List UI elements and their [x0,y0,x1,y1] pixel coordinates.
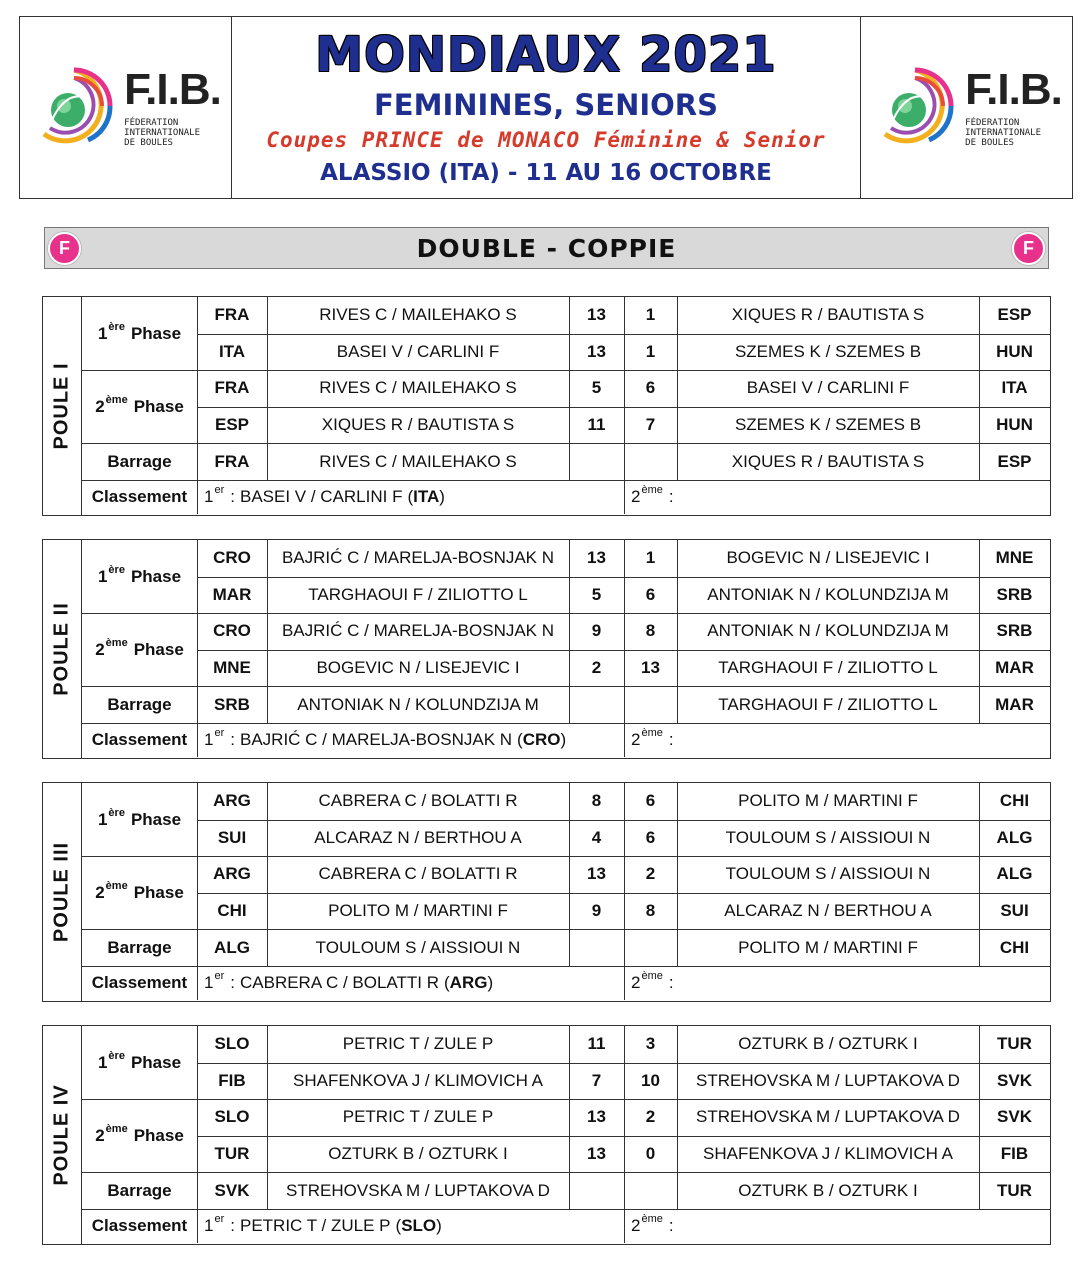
score-left [569,686,624,723]
team-right: ALCARAZ N / BERTHOU A [724,901,932,921]
score-left: 9 [591,621,602,641]
team-left: RIVES C / MAILEHAKO S [319,378,517,398]
score-right: 2 [645,1107,656,1127]
score-left: 13 [587,305,606,325]
fib-logo-line2: INTERNATIONALE [965,127,1042,138]
fib-logo-right [860,17,1072,198]
grid-line [197,1026,198,1243]
second-place-superscript: ème [641,484,663,496]
grid-line [267,1026,268,1209]
phase-word: Phase [130,1052,182,1072]
first-place-number: 1 [204,973,214,992]
event-location-dates: ALASSIO (ITA) - 11 AU 16 OCTOBRE [320,160,772,186]
phase-word: Phase [130,809,182,829]
team-left: STREHOVSKA M / LUPTAKOVA D [286,1180,550,1200]
score-left: 11 [587,415,606,435]
team-right: TOULOUM S / AISSIOUI N [725,864,931,884]
fib-emblem-icon [30,60,118,156]
grid-line [82,1172,1050,1173]
score-right: 7 [645,415,656,435]
grid-line [82,723,1050,724]
classement-first [197,966,624,1000]
team-right: SZEMES K / SZEMES B [734,415,922,435]
score-right: 8 [645,621,656,641]
country-code-left: ITA [218,341,246,361]
phase-word: Phase [130,323,182,343]
grid-line [267,297,268,480]
country-code-left: FIB [218,1070,246,1090]
grid-line [267,540,268,723]
pool-label [43,783,82,1001]
page-subtitle: FEMININES, SENIORS [373,88,719,122]
score-left: 4 [591,827,602,847]
first-place-country-code: SLO [401,1216,437,1235]
grid-line [569,783,570,966]
first-place-country: (CRO) [517,730,567,749]
pool-name: POULE III [50,841,73,943]
pool-label [43,297,82,515]
phase-1-label [82,1026,197,1099]
score-left [569,929,624,966]
grid-line [677,1026,678,1209]
grid-line [82,929,1050,930]
country-code-right: FIB [1000,1144,1029,1164]
score-left: 13 [587,864,606,884]
phase-1-label [82,783,197,856]
first-place-number: 1 [204,487,214,506]
phase-2-superscript: ème [105,879,128,892]
score-right: 0 [645,1144,656,1164]
first-place-team: BASEI V / CARLINI F [239,487,403,506]
grid-line [979,1026,980,1209]
phase-2-label [82,856,197,929]
first-place-team: BAJRIĆ C / MARELJA-BOSNJAK N [239,730,513,749]
phase-1-superscript: ère [108,806,125,819]
team-left: BASEI V / CARLINI F [336,341,500,361]
score-left: 13 [587,1107,606,1127]
second-place-superscript: ème [641,1213,663,1225]
pool-name: POULE IV [50,1084,73,1186]
grid-line [82,613,1050,614]
classement-second [624,480,1050,514]
country-code-left: CRO [213,621,251,641]
first-place-colon: : [230,973,235,992]
first-place-team: CABRERA C / BOLATTI R [239,973,439,992]
phase-word: Phase [130,566,182,586]
grid-line [82,856,1050,857]
score-right: 1 [645,305,656,325]
grid-line [82,370,1050,371]
second-place-colon: : [668,487,674,506]
pool-table [42,1025,1051,1245]
first-place-number: 1 [204,730,214,749]
country-code-left: SRB [214,694,250,714]
team-right: STREHOVSKA M / LUPTAKOVA D [696,1070,960,1090]
score-left [569,443,624,480]
grid-line [82,1099,1050,1100]
team-left: TARGHAOUI F / ZILIOTTO L [308,584,528,604]
page-header [19,16,1073,199]
first-place-superscript: er [214,727,225,739]
team-right: OZTURK B / OZTURK I [738,1034,918,1054]
phase-2-superscript: ème [105,636,128,649]
country-code-left: TUR [214,1144,250,1164]
country-code-right: SRB [996,584,1033,604]
team-right: XIQUES R / BAUTISTA S [731,305,925,325]
phase-2-number: 2 [95,1125,105,1145]
team-left: RIVES C / MAILEHAKO S [319,451,517,471]
country-code-right: SVK [997,1107,1032,1127]
country-code-left: ARG [213,791,251,811]
classement-first [197,1209,624,1243]
country-code-left: SLO [214,1107,250,1127]
score-right: 1 [645,548,656,568]
grid-line [624,783,625,1000]
score-left: 5 [591,584,602,604]
team-left: XIQUES R / BAUTISTA S [321,415,515,435]
second-place-colon: : [668,730,674,749]
score-right: 3 [645,1034,656,1054]
team-left: TOULOUM S / AISSIOUI N [315,937,521,957]
country-code-left: FRA [214,305,250,325]
event-title: DOUBLE - COPPIE [416,233,677,263]
first-place-superscript: er [214,1213,225,1225]
team-left: PETRIC T / ZULE P [342,1034,494,1054]
phase-2-number: 2 [95,396,105,416]
first-place-country: (ARG) [444,973,494,992]
second-place-superscript: ème [641,970,663,982]
team-left: BAJRIĆ C / MARELJA-BOSNJAK N [281,548,555,568]
score-right: 6 [645,791,656,811]
score-right [624,686,677,723]
team-right: XIQUES R / BAUTISTA S [731,451,925,471]
country-code-left: CRO [213,548,251,568]
grid-line [677,297,678,480]
score-left: 8 [591,791,602,811]
fib-emblem-icon [871,60,959,156]
team-left: CABRERA C / BOLATTI R [318,864,518,884]
grid-line [624,297,625,514]
phase-2-label [82,370,197,443]
score-left [569,1172,624,1209]
country-code-right: SUI [1000,901,1029,921]
team-left: OZTURK B / OZTURK I [328,1144,508,1164]
grid-line [82,480,1050,481]
score-right: 10 [641,1070,660,1090]
pool-label [43,540,82,758]
team-right: ANTONIAK N / KOLUNDZIJA M [707,584,949,604]
score-right: 1 [645,341,656,361]
grid-line [569,1026,570,1209]
classement-second [624,966,1050,1000]
phase-2-superscript: ème [105,393,128,406]
first-place-country-code: CRO [522,730,561,749]
grid-line [82,443,1050,444]
country-code-right: MAR [995,658,1034,678]
fib-logo-line2: INTERNATIONALE [124,127,201,138]
country-code-right: ESP [997,451,1032,471]
first-place-country-code: ITA [413,487,440,506]
second-place-number: 2 [631,487,641,506]
team-right: TOULOUM S / AISSIOUI N [725,827,931,847]
event-bar [44,227,1049,269]
second-place-colon: : [668,973,674,992]
first-place-country-code: ARG [449,973,488,992]
pool-table [42,296,1051,516]
phase-2-number: 2 [95,639,105,659]
phase-2-label [82,1099,197,1172]
classement-label: Classement [91,730,188,749]
first-place-superscript: er [214,970,225,982]
classement-second [624,1209,1050,1243]
team-right: SZEMES K / SZEMES B [734,341,922,361]
country-code-right: CHI [999,937,1030,957]
grid-line [677,783,678,966]
barrage-label: Barrage [107,694,172,714]
grid-line [82,686,1050,687]
score-right: 6 [645,378,656,398]
team-right: POLITO M / MARTINI F [738,791,918,811]
female-badge-icon: F [1012,232,1045,265]
score-right: 13 [641,658,660,678]
grid-line [197,297,198,514]
grid-line [569,297,570,480]
team-right: OZTURK B / OZTURK I [738,1180,918,1200]
phase-word: Phase [133,1125,184,1145]
fib-logo-line1: FÉDERATION [124,117,179,128]
first-place-number: 1 [204,1216,214,1235]
phase-1-superscript: ère [108,563,125,576]
cup-name: Coupes PRINCE de MONACO Féminine & Senior [266,128,826,152]
team-right: STREHOVSKA M / LUPTAKOVA D [696,1107,960,1127]
phase-2-label [82,613,197,686]
second-place-number: 2 [631,730,641,749]
score-right [624,1172,677,1209]
fib-logo-line3: DE BOULES [965,137,1014,148]
grid-line [979,540,980,723]
score-right: 6 [645,827,656,847]
country-code-left: MNE [213,658,251,678]
country-code-right: CHI [999,791,1030,811]
phase-1-superscript: ère [108,1049,125,1062]
phase-1-number: 1 [97,566,108,586]
barrage-label: Barrage [107,937,172,957]
first-place-country: (ITA) [407,487,445,506]
score-right: 6 [645,584,656,604]
first-place-superscript: er [214,484,225,496]
country-code-right: ALG [996,864,1033,884]
pool-table [42,782,1051,1002]
pool-table [42,539,1051,759]
fib-logo-name: F.I.B. [124,64,221,114]
team-left: BOGEVIC N / LISEJEVIC I [316,658,520,678]
classement-label: Classement [91,487,188,506]
title-block [232,17,860,198]
score-right: 2 [645,864,656,884]
barrage-label: Barrage [107,1180,172,1200]
country-code-left: ESP [214,415,250,435]
country-code-right: SRB [996,621,1033,641]
first-place-colon: : [230,487,235,506]
grid-line [82,966,1050,967]
country-code-left: ARG [213,864,251,884]
team-right: POLITO M / MARTINI F [738,937,918,957]
score-right: 8 [645,901,656,921]
team-right: BOGEVIC N / LISEJEVIC I [726,548,930,568]
country-code-right: MAR [995,694,1034,714]
country-code-right: MNE [995,548,1034,568]
score-left: 13 [587,1144,606,1164]
country-code-right: SVK [997,1070,1032,1090]
team-right: TARGHAOUI F / ZILIOTTO L [718,658,938,678]
score-left: 11 [587,1034,606,1054]
first-place-colon: : [230,730,235,749]
pool-name: POULE II [50,602,73,696]
phase-word: Phase [133,639,184,659]
grid-line [979,783,980,966]
team-right: TARGHAOUI F / ZILIOTTO L [718,694,938,714]
country-code-left: MAR [212,584,252,604]
team-left: POLITO M / MARTINI F [328,901,508,921]
first-place-team: PETRIC T / ZULE P [239,1216,391,1235]
team-left: RIVES C / MAILEHAKO S [319,305,517,325]
country-code-left: SLO [214,1034,250,1054]
country-code-left: ALG [214,937,250,957]
score-right [624,443,677,480]
grid-line [624,1026,625,1243]
team-right: BASEI V / CARLINI F [746,378,910,398]
team-right: SHAFENKOVA J / KLIMOVICH A [702,1144,954,1164]
grid-line [624,540,625,757]
team-left: BAJRIĆ C / MARELJA-BOSNJAK N [281,621,555,641]
country-code-right: ESP [997,305,1032,325]
country-code-right: ITA [1001,378,1028,398]
female-badge-icon: F [48,232,81,265]
team-left: ANTONIAK N / KOLUNDZIJA M [297,694,539,714]
grid-line [82,1209,1050,1210]
country-code-right: HUN [996,341,1033,361]
score-left: 2 [591,658,602,678]
phase-1-superscript: ère [108,320,125,333]
phase-word: Phase [133,396,184,416]
phase-word: Phase [133,882,184,902]
team-left: CABRERA C / BOLATTI R [318,791,518,811]
score-left: 7 [591,1070,602,1090]
country-code-right: ALG [996,827,1033,847]
classement-second [624,723,1050,757]
classement-first [197,723,624,757]
country-code-left: SVK [214,1180,250,1200]
second-place-number: 2 [631,1216,641,1235]
phase-1-number: 1 [97,809,108,829]
grid-line [569,540,570,723]
team-left: PETRIC T / ZULE P [342,1107,494,1127]
country-code-left: FRA [214,378,250,398]
second-place-colon: : [668,1216,674,1235]
grid-line [197,783,198,1000]
fib-logo-name: F.I.B. [965,64,1062,114]
classement-label: Classement [91,973,188,992]
grid-line [197,540,198,757]
country-code-left: CHI [217,901,247,921]
fib-logo-left [20,17,232,198]
page-title: MONDIAUX 2021 [315,27,777,83]
country-code-right: HUN [996,415,1033,435]
classement-label: Classement [91,1216,188,1235]
country-code-right: TUR [997,1180,1032,1200]
first-place-country: (SLO) [395,1216,442,1235]
phase-2-superscript: ème [105,1122,128,1135]
grid-line [979,297,980,480]
country-code-left: SUI [217,827,247,847]
score-right [624,929,677,966]
score-left: 9 [591,901,602,921]
score-left: 13 [587,548,606,568]
phase-1-number: 1 [97,1052,108,1072]
phase-1-label [82,540,197,613]
team-left: SHAFENKOVA J / KLIMOVICH A [292,1070,544,1090]
country-code-right: TUR [997,1034,1032,1054]
team-left: ALCARAZ N / BERTHOU A [314,827,522,847]
classement-first [197,480,624,514]
fib-logo-line1: FÉDERATION [965,117,1020,128]
fib-logo-line3: DE BOULES [124,137,173,148]
country-code-left: FRA [214,451,250,471]
team-right: ANTONIAK N / KOLUNDZIJA M [707,621,949,641]
second-place-superscript: ème [641,727,663,739]
second-place-number: 2 [631,973,641,992]
pool-name: POULE I [50,362,73,450]
barrage-label: Barrage [107,451,172,471]
score-left: 13 [587,341,606,361]
score-left: 5 [591,378,602,398]
grid-line [267,783,268,966]
phase-1-number: 1 [97,323,108,343]
pool-label [43,1026,82,1244]
grid-line [677,540,678,723]
phase-2-number: 2 [95,882,105,902]
first-place-colon: : [230,1216,235,1235]
phase-1-label [82,297,197,370]
